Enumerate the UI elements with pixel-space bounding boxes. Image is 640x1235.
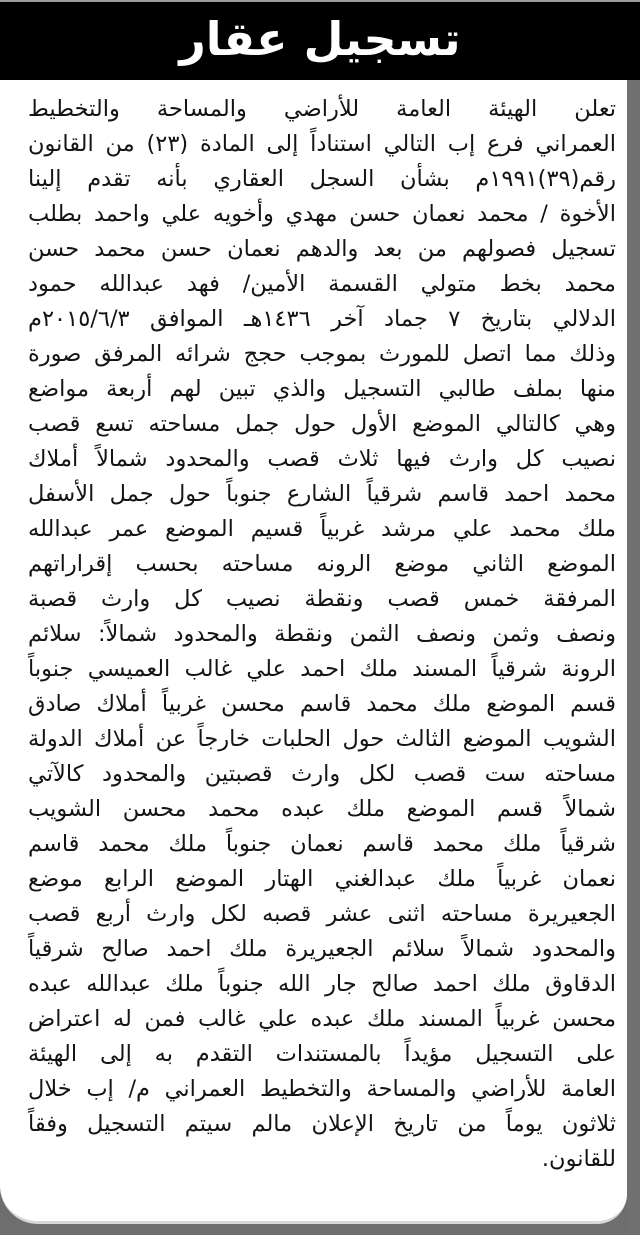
body-line: شمالاً قسم الموضع ملك عبده محمد محسن الشويب (28, 796, 616, 822)
body-line: العمراني فرع إب التالي استناداً إلى المادة (٢٣) من القانون (28, 131, 616, 157)
body-line: وذلك مما اتصل للمورث بموجب حجج شرائه المرفق صورة (28, 341, 616, 367)
body-line-last: للقانون. (541, 1146, 616, 1172)
body-line: العامة للأراضي والمساحة والتخطيط العمراني م/ إب خلال (28, 1076, 616, 1102)
body-line: الدلالي بتاريخ ٧ جماد آخر ١٤٣٦هـ الموافق ٢٠١٥/٦/٣م (28, 306, 616, 332)
body-line: تسجيل فصولهم من بعد والدهم نعمان حسن محمد حسن (28, 236, 616, 262)
body-line: محسن غربياً المسند ملك عبده علي غالب فمن له اعتراض (28, 1006, 616, 1032)
frame-right-edge (627, 80, 640, 1235)
body-line: تعلن الهيئة العامة للأراضي والمساحة والتخطيط (28, 96, 616, 122)
body-line: شرقياً ملك محمد قاسم نعمان جنوباً ملك محمد قاسم (28, 831, 616, 857)
body-line: نصيب كل وارث فيها ثلاث قصب والمحدود شمالاً أملاك (28, 446, 616, 472)
body-line: الموضع الثاني موضع الرونه مساحته بحسب إقراراتهم (28, 551, 616, 577)
body-line: محمد بخط متولي القسمة الأمين/ فهد عبدالله حمود (28, 271, 616, 297)
body-line: منها بملف طالبي التسجيل والذي تبين لهم أربعة مواضع (28, 376, 616, 402)
body-line: قسم الموضع ملك محمد قاسم محسن غربياً أملاك صادق (28, 691, 616, 717)
body-line: محمد احمد قاسم شرقياً الشارع جنوباً حول جمل الأسفل (28, 481, 616, 507)
body-line: الجعيريرة مساحته اثنى عشر قصبه لكل وارث أربع قصب (28, 901, 616, 927)
body-line: والمحدود شمالاً سلائم الجعيريرة ملك احمد صالح شرقياً (28, 936, 616, 962)
body-line: الأخوة / محمد نعمان حسن مهدي وأخويه علي واحمد بطلب (28, 201, 616, 227)
body-line: نعمان غربياً ملك عبدالغني الهتار الموضع الرابع موضع (28, 866, 616, 892)
body-line: وهي كالتالي الموضع الأول حول جمل مساحته تسع قصب (28, 411, 616, 437)
body-line: مساحته ست قصب لكل وارث قصبتين والمحدود كالآتي (28, 761, 616, 787)
body-line: ثلاثون يوماً من تاريخ الإعلان مالم سيتم التسجيل وفقاً (28, 1111, 616, 1137)
body-line: على التسجيل مؤيداً بالمستندات التقدم به إلى الهيئة (28, 1041, 616, 1067)
ad-header-bar (0, 0, 640, 80)
ad-body-text (28, 92, 616, 1177)
body-line: الشويب الموضع الثالث حول الحلبات خارجاً عن أملاك الدولة (28, 726, 616, 752)
body-line: رقم(٣٩)١٩٩١م بشأن السجل العقاري بأنه تقدم إلينا (28, 166, 616, 192)
body-line: ملك محمد علي مرشد غربياً قسيم الموضع عمر عبدالله (28, 516, 616, 542)
ad-title: تسجيل عقار (179, 12, 461, 66)
body-line: الدقاوق ملك احمد صالح جار الله جنوباً ملك عبدالله عبده (28, 971, 616, 997)
body-line: الرونة شرقياً المسند ملك احمد علي غالب العميسي جنوباً (28, 656, 616, 682)
body-line: المرفقة خمس قصب ونقطة نصيب كل وارث قصبة (28, 586, 616, 612)
body-line: ونصف وثمن ونصف الثمن ونقطة والمحدود شمالاً: سلائم (28, 621, 616, 647)
